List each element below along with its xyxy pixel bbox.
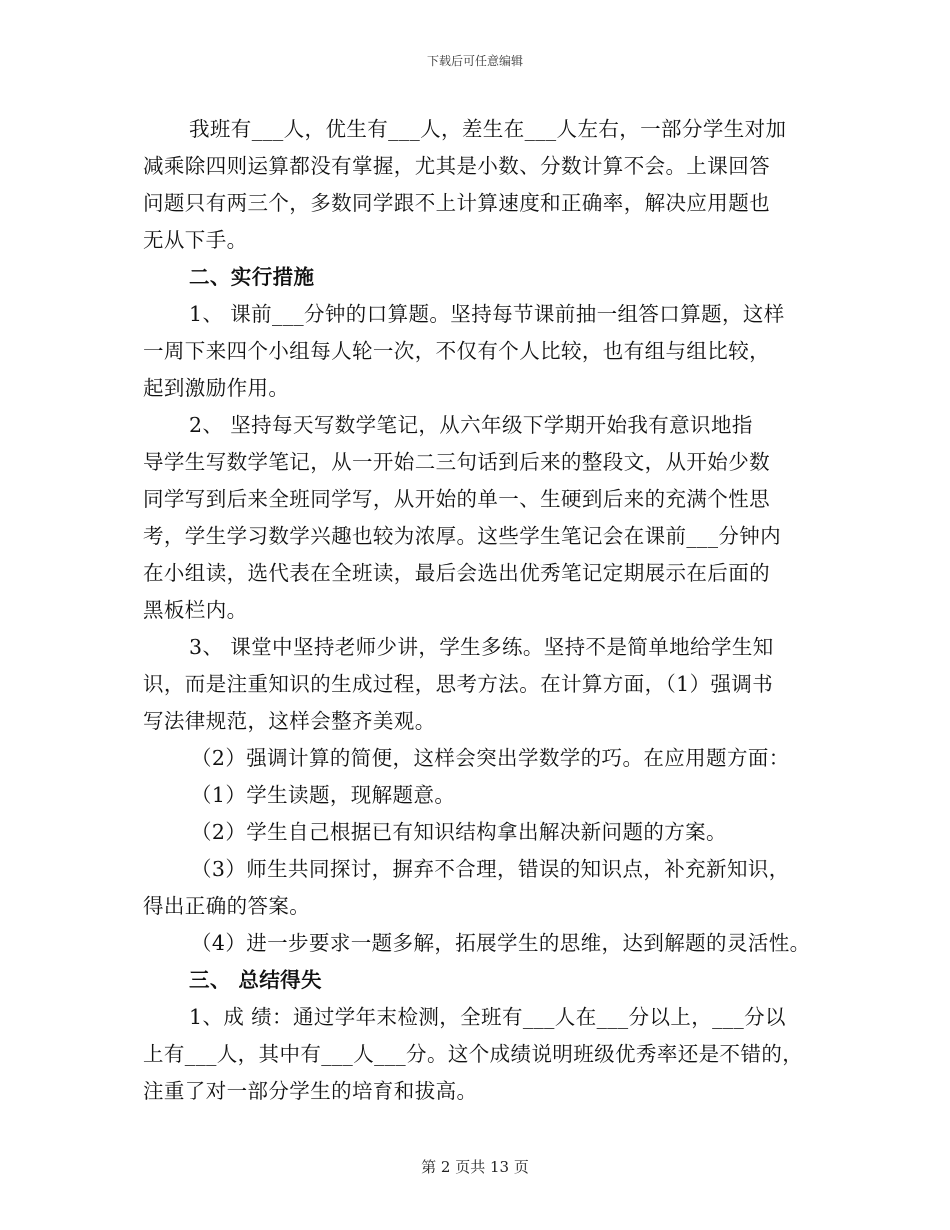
paragraph-line: 我班有___人，优生有___人，差生在___人左右，一部分学生对加 (189, 117, 787, 141)
list-item: （1）学生读题，现解题意。 (191, 783, 456, 807)
list-item: （3）师生共同探讨，摒弃不合理，错误的知识点，补充新知识， (191, 857, 790, 881)
paragraph-line: 黑板栏内。 (143, 598, 248, 622)
paragraph-line: 减乘除四则运算都没有掌握，尤其是小数、分数计算不会。上课回答 (143, 154, 770, 178)
paragraph-line: 无从下手。 (143, 228, 248, 252)
paragraph-line: 考，学生学习数学兴趣也较为浓厚。这些学生笔记会在课前___分钟内 (143, 524, 782, 548)
paragraph-line: 上有___人，其中有___人___分。这个成绩说明班级优秀率还是不错的， (143, 1042, 804, 1066)
paragraph-line: 2、 坚持每天写数学笔记，从六年级下学期开始我有意识地指 (189, 413, 753, 437)
paragraph-line: 起到激励作用。 (143, 376, 290, 400)
paragraph-line: 注重了对一部分学生的培育和拔高。 (143, 1079, 478, 1103)
paragraph-line: 3、 课堂中坚持老师少讲，学生多练。坚持不是简单地给学生知 (189, 635, 774, 659)
paragraph-line: 1、 课前___分钟的口算题。坚持每节课前抽一组答口算题，这样 (189, 302, 785, 326)
paragraph-line: 同学写到后来全班同学写，从开始的单一、生硬到后来的充满个性思 (143, 487, 770, 511)
list-item: （4）进一步要求一题多解，拓展学生的思维，达到解题的灵活性。 (191, 931, 811, 955)
paragraph-line: 1、成 绩：通过学年末检测，全班有___人在___分以上，___分以 (189, 1005, 786, 1029)
page-footer: 第 2 页共 13 页 (421, 1158, 529, 1176)
page-header: 下载后可任意编辑 (426, 54, 523, 68)
paragraph-line: 导学生写数学笔记，从一开始二三句话到后来的整段文，从开始少数 (143, 450, 770, 474)
section-heading: 三、 总结得失 (189, 968, 322, 992)
paragraph-line: 识，而是注重知识的生成过程，思考方法。在计算方面，（1）强调书 (143, 672, 774, 696)
list-item: （2）学生自己根据已有知识结构拿出解决新问题的方案。 (191, 820, 727, 844)
paragraph-line: 得出正确的答案。 (143, 894, 311, 918)
paragraph-line: 写法律规范，这样会整齐美观。 (143, 709, 436, 733)
paragraph-line: 在小组读，选代表在全班读，最后会选出优秀笔记定期展示在后面的 (143, 561, 770, 585)
section-heading: 二、实行措施 (189, 265, 315, 289)
paragraph-line: 问题只有两三个，多数同学跟不上计算速度和正确率，解决应用题也 (143, 191, 770, 215)
paragraph-line: 一周下来四个小组每人轮一次，不仅有个人比较，也有组与组比较， (143, 339, 770, 363)
list-item: （2）强调计算的简便，这样会突出学数学的巧。在应用题方面： (191, 746, 790, 770)
